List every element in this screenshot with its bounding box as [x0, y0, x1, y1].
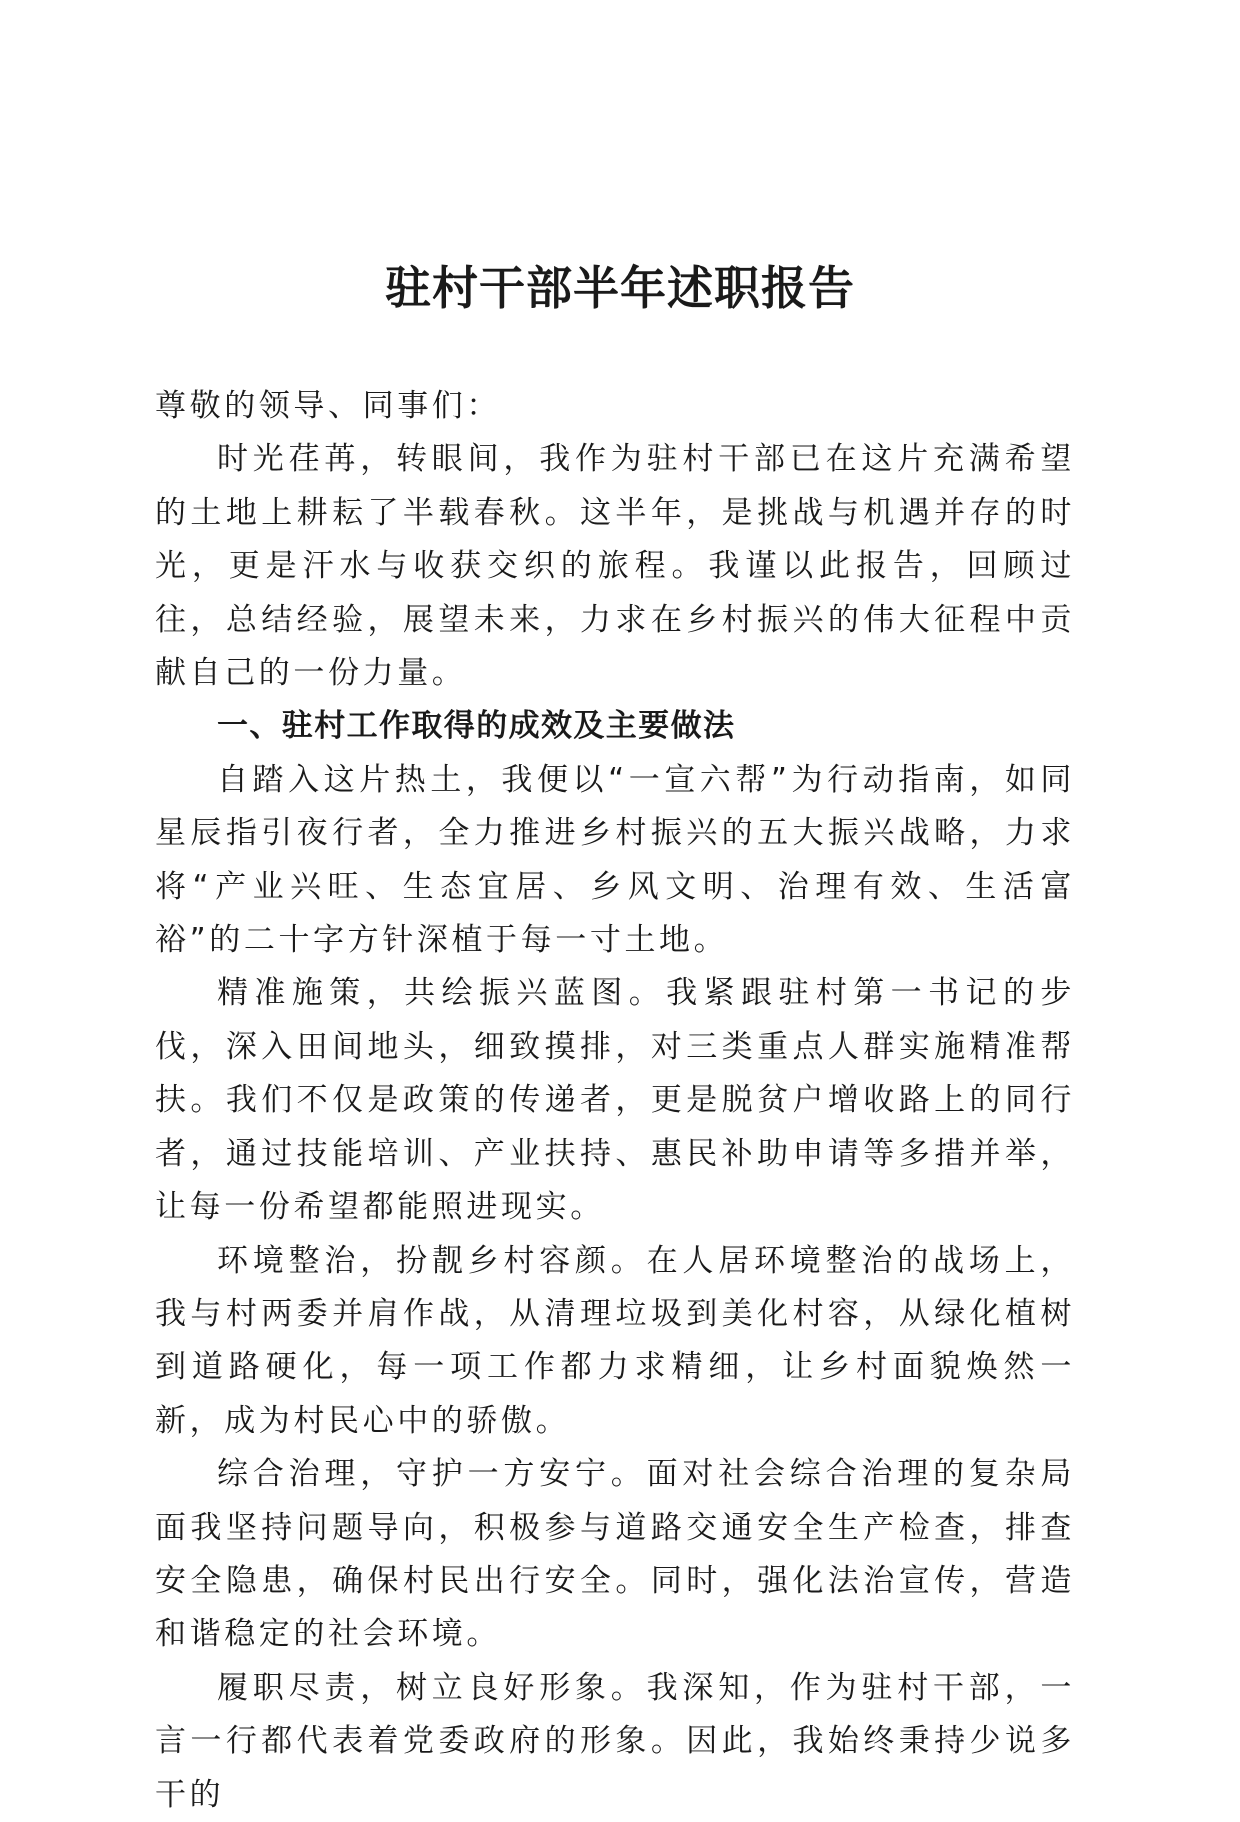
salutation: 尊敬的领导、同事们： [155, 388, 501, 424]
document-title: 驻村干部半年述职报告 [385, 261, 855, 315]
body-paragraph: 综合治理，守护一方安宁。面对社会综合治理的复杂局面我坚持问题导向，积极参与道路交通安全生产检查，排查安全隐患，确保村民出行安全。同时，强化法治宣传，营造和谐稳定的社会环境。 [155, 1456, 1075, 1653]
intro-paragraph: 时光荏苒，转眼间，我作为驻村干部已在这片充满希望的土地上耕耘了半载春秋。这半年，是挑战与机遇并存的时光，更是汗水与收获交织的旅程。我谨以此报告，回顾过往，总结经验，展望未来，力求在乡村振兴的伟大征程中贡献自己的一份力量。 [155, 441, 1075, 692]
section-heading: 一、驻村工作取得的成效及主要做法 [217, 708, 736, 745]
body-paragraph: 履职尽责，树立良好形象。我深知，作为驻村干部，一言一行都代表着党委政府的形象。因此，我始终秉持少说多干的 [155, 1669, 1075, 1813]
document-body [155, 380, 1075, 1822]
body-paragraph: 环境整治，扮靓乡村容颜。在人居环境整治的战场上，我与村两委并肩作战，从清理垃圾到美化村容，从绿化植树到道路硬化，每一项工作都力求精细，让乡村面貌焕然一新，成为村民心中的骄傲。 [155, 1242, 1075, 1439]
body-paragraph: 精准施策，共绘振兴蓝图。我紧跟驻村第一书记的步伐，深入田间地头，细致摸排，对三类重点人群实施精准帮扶。我们不仅是政策的传递者，更是脱贫户增收路上的同行者，通过技能培训、产业扶持、惠民补助申请等多措并举，让每一份希望都能照进现实。 [155, 975, 1075, 1226]
body-paragraph: 自踏入这片热土，我便以“一宣六帮”为行动指南，如同星辰指引夜行者，全力推进乡村振兴的五大振兴战略，力求将“产业兴旺、生态宜居、乡风文明、治理有效、生活富裕”的二十字方针深植于每一寸土地。 [155, 761, 1075, 959]
